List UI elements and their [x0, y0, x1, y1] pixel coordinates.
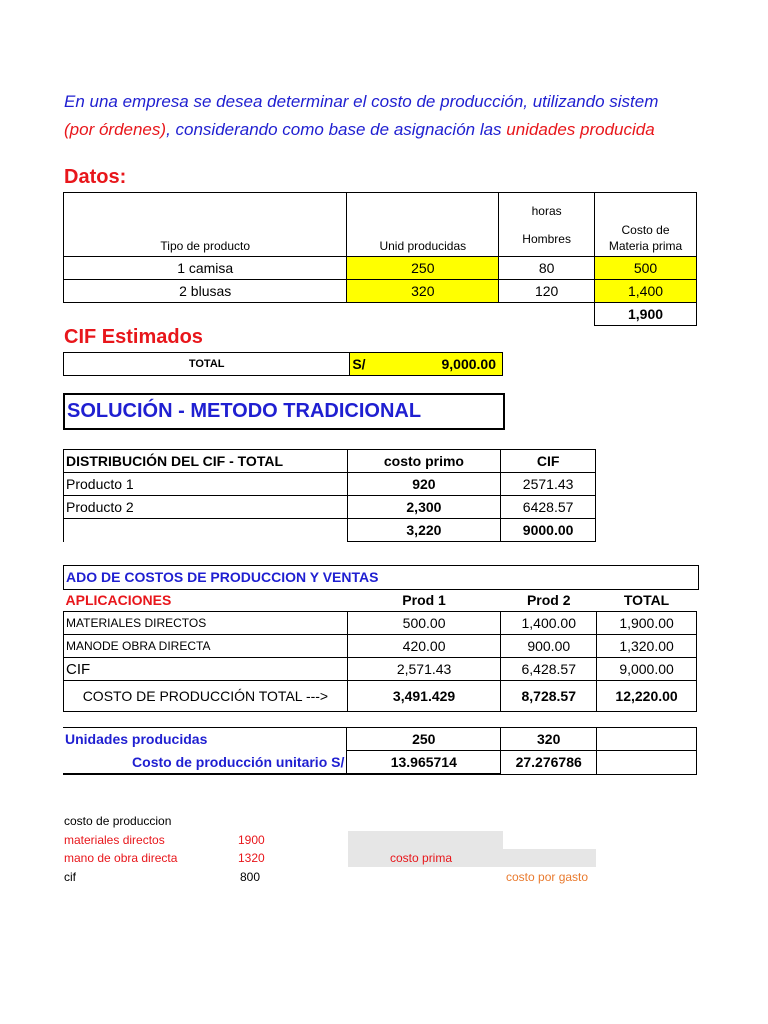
cif-table — [63, 352, 503, 376]
estado-total: 9,000.00 — [597, 658, 697, 681]
estado-p1: 500.00 — [347, 612, 501, 635]
distribucion-header-cif: CIF — [501, 450, 596, 473]
distribucion-total-cif: 9000.00 — [501, 519, 596, 542]
unitario-row — [63, 751, 697, 775]
estado-table — [63, 589, 697, 712]
cif-currency: S/ — [352, 356, 366, 372]
header-tipo: Tipo de producto — [64, 193, 347, 257]
distribucion-table — [63, 449, 596, 542]
notas-value: 800 — [240, 870, 261, 884]
datos-row — [64, 280, 697, 303]
gray-block — [348, 849, 596, 867]
header-horas-top: horas — [531, 204, 562, 218]
gray-block — [348, 831, 503, 849]
unitario-p2: 27.276786 — [501, 751, 597, 775]
cif-total-cell — [350, 353, 503, 376]
estado-p1: 2,571.43 — [347, 658, 501, 681]
notas-label: materiales directos — [64, 833, 165, 847]
estado-row — [64, 612, 697, 635]
datos-title: Datos: — [64, 166, 127, 188]
header-horas — [499, 193, 595, 257]
header-costo-top: Costo de — [621, 223, 670, 237]
estado-costo-total-label: COSTO DE PRODUCCIÓN TOTAL ---> — [64, 681, 348, 712]
cif-total-value: 9,000.00 — [441, 356, 496, 372]
estado-row — [64, 658, 697, 681]
header-costo — [595, 193, 697, 257]
distribucion-cif: 6428.57 — [501, 496, 596, 519]
estado-header-p1: Prod 1 — [402, 592, 446, 608]
unidades-row — [63, 728, 697, 751]
estado-costo-total-total: 12,220.00 — [597, 681, 697, 712]
intro-line-2 — [64, 120, 698, 140]
cell-horas: 80 — [499, 257, 595, 280]
notas-value: 1320 — [238, 851, 265, 865]
distribucion-header-costo-primo: costo primo — [347, 450, 501, 473]
estado-p2: 900.00 — [501, 635, 597, 658]
datos-total-row — [64, 303, 697, 326]
notas-value: 1900 — [238, 833, 265, 847]
intro-unidades: unidades producida — [506, 120, 655, 139]
cell-horas: 120 — [499, 280, 595, 303]
unidades-p1: 250 — [347, 728, 501, 751]
estado-p1: 420.00 — [347, 635, 501, 658]
estado-total: 1,320.00 — [597, 635, 697, 658]
cif-total-label: TOTAL — [64, 353, 350, 376]
estado-label: CIF — [64, 658, 348, 681]
costo-prima-label: costo prima — [390, 851, 453, 865]
estado-label: MATERIALES DIRECTOS — [64, 612, 348, 635]
distribucion-header-label: DISTRIBUCIÓN DEL CIF - TOTAL — [64, 450, 348, 473]
estado-row — [64, 635, 697, 658]
estado-header-label: APLICACIONES — [65, 592, 172, 608]
distribucion-row — [64, 496, 596, 519]
unidades-p2: 320 — [501, 728, 597, 751]
intro-considerando: , considerando como base de asignación las — [166, 120, 507, 139]
estado-p2: 1,400.00 — [501, 612, 597, 635]
distribucion-cif: 2571.43 — [501, 473, 596, 496]
solucion-title: SOLUCIÓN - METODO TRADICIONAL — [63, 393, 505, 430]
unidades-table — [63, 727, 697, 775]
empty-cell — [597, 751, 697, 775]
datos-header-row — [64, 193, 697, 257]
header-costo-bottom: Materia prima — [608, 239, 683, 253]
cell-tipo: 1 camisa — [64, 257, 347, 280]
distribucion-row — [64, 473, 596, 496]
empty-cell — [64, 303, 347, 326]
estado-total: 1,900.00 — [597, 612, 697, 635]
distribucion-costo-primo: 2,300 — [347, 496, 501, 519]
unidades-label: Unidades producidas — [63, 728, 347, 751]
costo-gasto-label: costo por gasto — [506, 870, 589, 884]
empty-cell — [347, 303, 499, 326]
estado-label: MANODE OBRA DIRECTA — [64, 635, 348, 658]
estado-header-total: TOTAL — [623, 592, 670, 608]
notas-label: cif — [64, 870, 76, 884]
distribucion-total-costo-primo: 3,220 — [347, 519, 501, 542]
estado-costo-total-p1: 3,491.429 — [347, 681, 501, 712]
notas-label: mano de obra directa — [64, 851, 178, 865]
cell-costo: 500 — [595, 257, 697, 280]
distribucion-total-row — [64, 519, 596, 542]
cell-costo: 1,400 — [595, 280, 697, 303]
header-horas-bottom: Hombres — [522, 232, 571, 246]
distribucion-costo-primo: 920 — [347, 473, 501, 496]
unitario-label: Costo de producción unitario S/ — [63, 751, 347, 775]
empty-cell — [64, 519, 348, 542]
cif-title: CIF Estimados — [64, 326, 203, 348]
empty-cell — [499, 303, 595, 326]
datos-table — [63, 192, 697, 326]
header-unid: Unid producidas — [347, 193, 499, 257]
datos-total-costo: 1,900 — [595, 303, 697, 326]
intro-por-ordenes: (por órdenes) — [64, 120, 167, 139]
distribucion-label: Producto 1 — [64, 473, 348, 496]
datos-row — [64, 257, 697, 280]
unitario-p1: 13.965714 — [347, 751, 501, 775]
cell-tipo: 2 blusas — [64, 280, 347, 303]
empty-cell — [597, 728, 697, 751]
cell-unid: 250 — [347, 257, 499, 280]
estado-header-row — [64, 589, 697, 612]
notas-title: costo de produccion — [64, 814, 172, 828]
estado-costo-total-p2: 8,728.57 — [501, 681, 597, 712]
estado-header-p2: Prod 2 — [526, 592, 571, 608]
estado-p2: 6,428.57 — [501, 658, 597, 681]
estado-costo-total-row — [64, 681, 697, 712]
intro-line-1: En una empresa se desea determinar el costo de producción, utilizando sistem — [64, 92, 659, 111]
distribucion-header-row — [64, 450, 596, 473]
cell-unid: 320 — [347, 280, 499, 303]
distribucion-label: Producto 2 — [64, 496, 348, 519]
estado-title: ADO DE COSTOS DE PRODUCCION Y VENTAS — [63, 565, 699, 590]
